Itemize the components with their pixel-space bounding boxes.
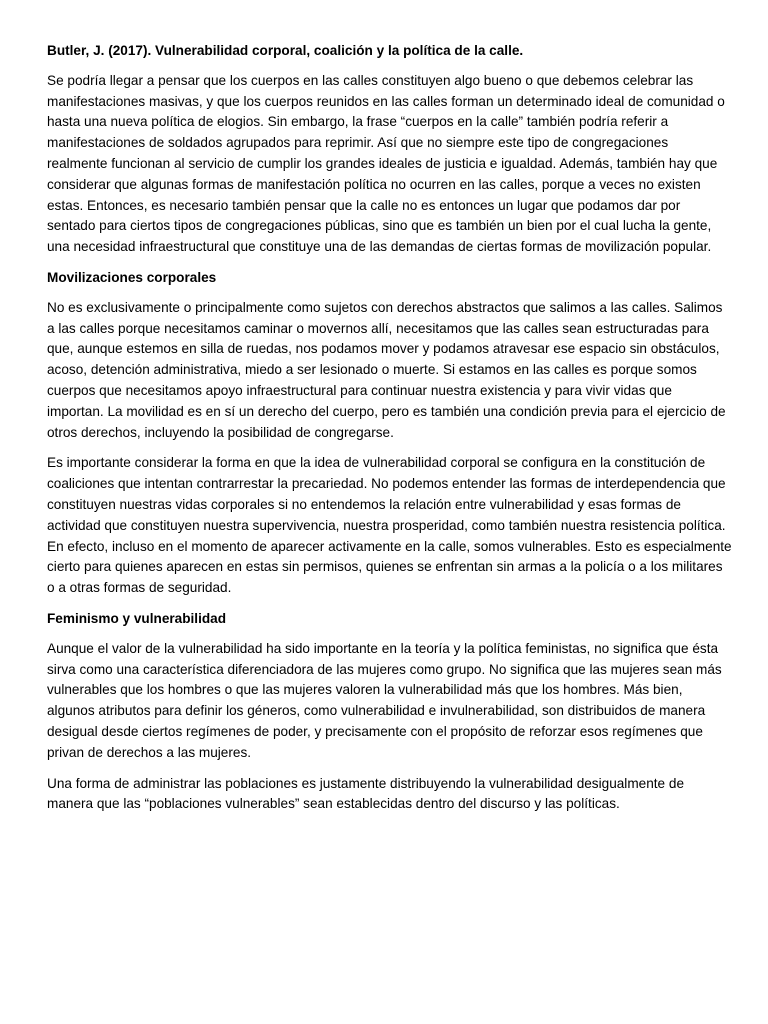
section-heading-feminismo: Feminismo y vulnerabilidad bbox=[47, 610, 227, 626]
section2-paragraph-1: Aunque el valor de la vulnerabilidad ha sido importante en la teoría y la política feministas, no significa que ésta sirva como una característica diferenciadora de las mujeres como grupo. No significa que las mujeres sean más vulnerables que los hombres o que las mujeres valoren la vulnerabilidad más que los hombres. Más bien, algunos atributos para definir los géneros, como vulnerabilidad e invulnerabilidad, son distribuidos de manera desigual desde ciertos regímenes de poder, y precisamente con el propósito de reforzar esos regímenes que privan de derechos a las mujeres. bbox=[47, 640, 722, 760]
section-heading-movilizaciones: Movilizaciones corporales bbox=[47, 269, 217, 285]
document-title: Butler, J. (2017). Vulnerabilidad corporal, coalición y la política de la calle. bbox=[47, 43, 524, 58]
section2-paragraph-2: Una forma de administrar las poblaciones es justamente distribuyendo la vulnerabilidad desigualmente de manera que las “poblaciones vulnerables” sean establecidas dentro del discurso y las políticas. bbox=[47, 775, 685, 812]
section1-paragraph-1: No es exclusivamente o principalmente como sujetos con derechos abstractos que salimos a las calles. Salimos a las calles porque necesitamos caminar o movernos allí, necesitamos que las calles sean estructuradas para que, aunque estemos en silla de ruedas, nos podamos mover y podamos atravesar ese espacio sin obstáculos, acoso, detención administrativa, miedo a ser lesionado o muerte. Si estamos en las calles es porque somos cuerpos que necesitamos apoyo infraestructural para continuar nuestra existencia y para vivir vidas que importan. La movilidad es en sí un derecho del cuerpo, pero es también una condición previa para el ejercicio de otros derechos, incluyendo la posibilidad de congregarse. bbox=[47, 299, 726, 440]
intro-paragraph: Se podría llegar a pensar que los cuerpos en las calles constituyen algo bueno o que debemos celebrar las manifestaciones masivas, y que los cuerpos reunidos en las calles forman un determinado ideal de comunidad o hasta una nueva política de elogios. Sin embargo, la frase “cuerpos en la calle” también podría referir a manifestaciones de soldados agrupados para reprimir. Así que no siempre este tipo de congregaciones realmente funcionan al servicio de cumplir los grandes ideales de justicia e igualdad. Además, también hay que considerar que algunas formas de manifestación política no ocurren en las calles, porque a veces no existen estas. Entonces, es necesario también pensar que la calle no es entonces un lugar que podamos dar por sentado para ciertos tipos de congregaciones públicas, sino que es también un bien por el cual lucha la gente, una necesidad infraestructural que constituye una de las demandas de ciertas formas de movilización popular. bbox=[47, 72, 725, 255]
section1-paragraph-2: Es importante considerar la forma en que la idea de vulnerabilidad corporal se configura en la constitución de coaliciones que intentan contrarrestar la precariedad. No podemos entender las formas de interdependencia que constituyen nuestras vidas corporales si no entendemos la relación entre vulnerabilidad y esas formas de actividad que constituyen nuestra supervivencia, nuestra prosperidad, como también nuestra resistencia política. En efecto, incluso en el momento de aparecer activamente en la calle, somos vulnerables. Esto es especialmente cierto para quienes aparecen en estas sin permisos, quienes se enfrentan sin armas a la policía o a los militares o a otras formas de seguridad. bbox=[47, 455, 732, 596]
document-page bbox=[47, 41, 732, 825]
